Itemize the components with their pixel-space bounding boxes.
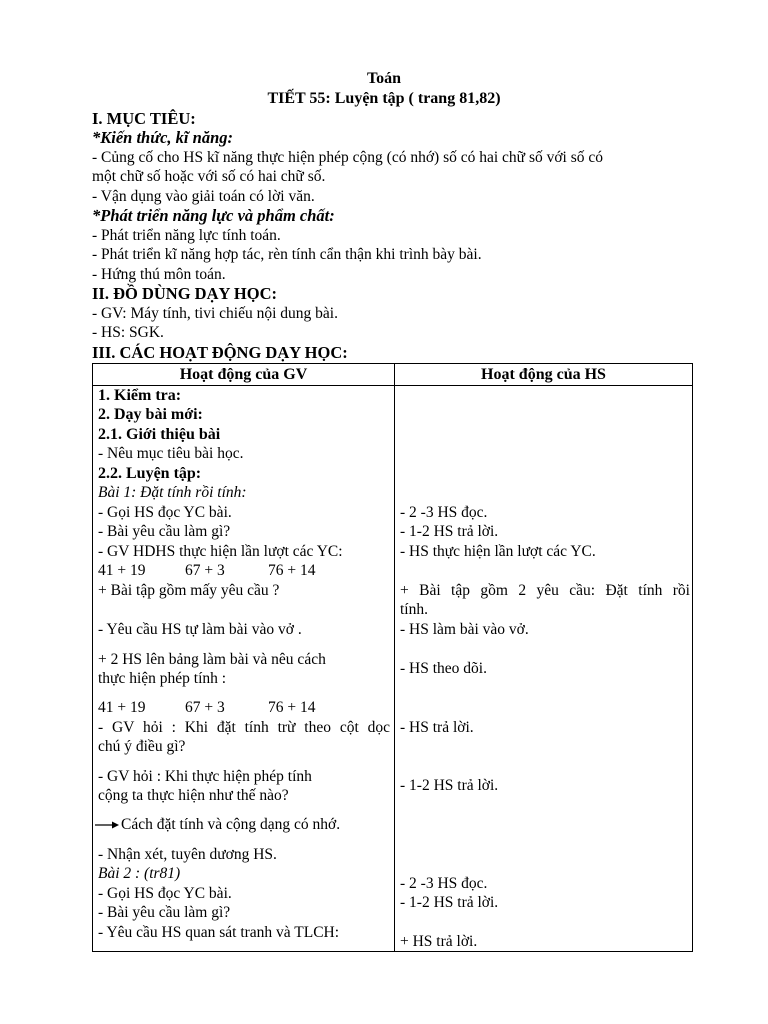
gv-goi-hs: - Gọi HS đọc YC bài. bbox=[98, 504, 232, 521]
gv-quan-sat-tranh: - Yêu cầu HS quan sát tranh và TLCH: bbox=[98, 924, 340, 941]
gv-calc: 41 + 19 bbox=[98, 562, 146, 579]
gv-cach-dat-tinh: Cách đặt tính và cộng dạng có nhớ. bbox=[121, 816, 341, 833]
knowledge-skills-heading: *Kiến thức, kĩ năng: bbox=[92, 128, 233, 147]
gv-calc: 67 + 3 bbox=[185, 699, 225, 716]
header-teacher-activity: Hoạt động của GV bbox=[179, 366, 308, 383]
gv-neu-muc-tieu: - Nêu mục tiêu bài học. bbox=[98, 445, 244, 462]
gv-calc: 41 + 19 bbox=[98, 699, 146, 716]
hs-tra-loi: - 1-2 HS trả lời. bbox=[400, 777, 499, 794]
section-materials-heading: II. ĐỒ DÙNG DẠY HỌC: bbox=[92, 284, 278, 303]
gv-luyen-tap: 2.2. Luyện tập: bbox=[98, 465, 202, 482]
hs-doc: - 2 -3 HS đọc. bbox=[400, 504, 488, 521]
gv-day-bai-moi: 2. Dạy bài mới: bbox=[98, 406, 203, 423]
gv-bai-yeu-cau-2: - Bài yêu cầu làm gì? bbox=[98, 904, 231, 921]
gv-calc: 76 + 14 bbox=[268, 699, 316, 716]
hs-bai-tap-gom: tính. bbox=[400, 601, 428, 618]
hs-bai-tap-gom: + Bài tập gồm 2 yêu cầu: Đặt tính rồi bbox=[400, 582, 690, 599]
gv-calc: 76 + 14 bbox=[268, 562, 316, 579]
gv-hai-hs-len-bang: + 2 HS lên bảng làm bài và nêu cách bbox=[98, 651, 326, 668]
ability-line: - Hứng thú môn toán. bbox=[92, 266, 226, 283]
arrow-right-icon bbox=[95, 820, 119, 830]
gv-bai-tap-gom: + Bài tập gồm mấy yêu cầu ? bbox=[98, 582, 280, 599]
knowledge-line: - Vận dụng vào giải toán có lời văn. bbox=[92, 188, 315, 205]
ability-line: - Phát triển năng lực tính toán. bbox=[92, 227, 281, 244]
gv-bai-1: Bài 1: Đặt tính rồi tính: bbox=[98, 484, 247, 501]
section-activities-heading: III. CÁC HOẠT ĐỘNG DẠY HỌC: bbox=[92, 343, 348, 362]
hs-tra-loi: - 1-2 HS trả lời. bbox=[400, 894, 499, 911]
ability-heading: *Phát triển năng lực và phẩm chất: bbox=[92, 206, 335, 225]
gv-cau-hoi-2: - GV hỏi : Khi thực hiện phép tính bbox=[98, 768, 312, 785]
section-objectives-heading: I. MỤC TIÊU: bbox=[92, 109, 196, 128]
gv-bai-yeu-cau: - Bài yêu cầu làm gì? bbox=[98, 523, 231, 540]
activities-table bbox=[92, 363, 693, 952]
hs-theo-doi: - HS theo dõi. bbox=[400, 660, 487, 677]
lesson-title: TIẾT 55: Luyện tập ( trang 81,82) bbox=[267, 90, 501, 107]
gv-bai-2: Bài 2 : (tr81) bbox=[98, 865, 181, 882]
column-divider bbox=[394, 364, 395, 951]
materials-line: - GV: Máy tính, tivi chiếu nội dung bài. bbox=[92, 305, 338, 322]
gv-cau-hoi-1: chú ý điều gì? bbox=[98, 738, 186, 755]
subject-title: Toán bbox=[366, 70, 402, 87]
hs-doc: - 2 -3 HS đọc. bbox=[400, 875, 488, 892]
knowledge-line: một chữ số hoặc với số có hai chữ số. bbox=[92, 168, 326, 185]
gv-huong-dan: - GV HDHS thực hiện lần lượt các YC: bbox=[98, 543, 343, 560]
hs-tra-loi: - 1-2 HS trả lời. bbox=[400, 523, 499, 540]
hs-tra-loi: + HS trả lời. bbox=[400, 933, 478, 950]
materials-line: - HS: SGK. bbox=[92, 324, 164, 341]
knowledge-line: - Củng cố cho HS kĩ năng thực hiện phép cộng (có nhớ) số có hai chữ số với số có bbox=[92, 149, 604, 166]
gv-cau-hoi-2: cộng ta thực hiện như thế nào? bbox=[98, 787, 289, 804]
hs-lam-bai: - HS làm bài vào vở. bbox=[400, 621, 529, 638]
gv-gioi-thieu-bai: 2.1. Giới thiệu bài bbox=[98, 426, 221, 443]
ability-line: - Phát triển kĩ năng hợp tác, rèn tính cẩn thận khi trình bày bài. bbox=[92, 246, 482, 263]
hs-tra-loi: - HS trả lời. bbox=[400, 719, 474, 736]
gv-goi-hs-2: - Gọi HS đọc YC bài. bbox=[98, 885, 232, 902]
gv-yeu-cau-lam-bai: - Yêu cầu HS tự làm bài vào vở . bbox=[98, 621, 302, 638]
gv-cau-hoi-1: - GV hỏi : Khi đặt tính trừ theo cột dọc bbox=[98, 719, 390, 736]
gv-hai-hs-len-bang: thực hiện phép tính : bbox=[98, 670, 227, 687]
header-student-activity: Hoạt động của HS bbox=[481, 366, 606, 383]
gv-nhan-xet: - Nhận xét, tuyên dương HS. bbox=[98, 846, 277, 863]
gv-calc: 67 + 3 bbox=[185, 562, 225, 579]
gv-kiem-tra: 1. Kiểm tra: bbox=[98, 387, 182, 404]
hs-thuc-hien: - HS thực hiện lần lượt các YC. bbox=[400, 543, 596, 560]
